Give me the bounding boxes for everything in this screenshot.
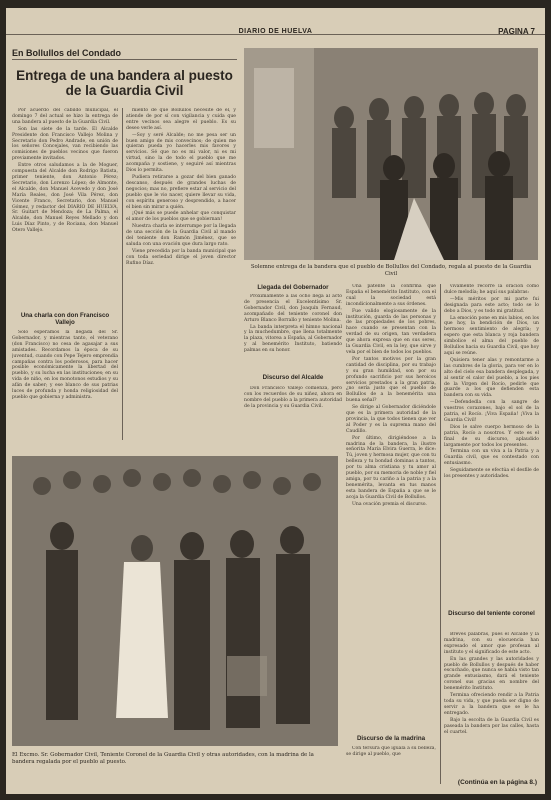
paragraph: Con tersura que iguala a su belleza, se dirige al pueblo, que (346, 746, 436, 757)
paragraph: ¡Qué más se puede anhelar que conquistar el amor de los pueblos que se gobiernan! (126, 211, 236, 223)
paragraph: Próximamente a las ocho llega al acto de presencia el Excelentísimo Sr. Gobernador Civil, don Joaquín Fernaud, acompañado del teniente coronel don Arturo Blanco Borrallo y teniente Molina. (244, 294, 342, 323)
article-column-3b (244, 386, 342, 444)
paragraph: Una patente la confirma que España el benemérito Instituto, con el cual la sociedad está incondicionalmente a sus órdenes. (346, 284, 436, 307)
paragraph: Por acuerdo del cabildo municipal, el domingo 7 del actual se hizo la entrega de una bandera al puesto de la Guardia Civil. (12, 108, 118, 125)
paragraph: Solo esperamos la llegada del Sr. Gobernador, y mientras tanto, el veterano (don Francisco) no cesa de agasajar a sus amistades. Recordamos la época de su juventud, cuando con Pepe Tejero emprendía campañas contra los poderosos, para hacer posible económicamente la libertad del pueblo, y su lucha en las instituciones; en su vida de niño, en los monotonos estudios y su afán de saber; y ese blanco de sus patrias luces de profunda y honda religiosidad del pueblo que gobierna y administra. (12, 330, 118, 400)
paragraph: Breves palabras, pues el Alcalde y la madrina, con su elocuencia han expresado el amor que profesan al instituto y el significado de este acto. (444, 632, 539, 655)
headline-line-1: Entrega de una bandera al puesto (16, 68, 233, 83)
photo-honor-guard-drawing (244, 48, 538, 260)
article-column-4 (346, 284, 436, 732)
paragraph: —Soy y seré Alcalde; no me pesa ser un buen amigo de mis convecinos; de quien me quieran pueda yo hacerles mis favores y servicios. Sé que no es mi valor, ni es mi virtud, sino la de todo el pueblo que me acompaña y sostiene, y seguiré así mientras Dios lo permita. (126, 132, 236, 174)
continuation-note: (Continúa en la página 8.) (457, 779, 537, 786)
photo-authorities-drawing (12, 456, 338, 746)
paragraph: Termina ofreciendo rendir a la Patria toda su vida, y que pueda ser digno de servir a la bandera que se le ha entregado. (444, 693, 539, 716)
paragraph: Entre otros saludamos a la de Moguer, compuesta del Alcalde don Rodrigo Batista, primer teniente, don Antonio Pérez; Secretario, don Lorenzo López; de Almonte, el Alcalde, don Manuel Acevedo y don José María Reales, don José Vila Pérez, don Vicente Franco, Secretario, don Manuel Gómez, y redactor del DIARIO DE HUELVA, Sr. Guitart de Mendoza; de La Palma, el Alcalde, don Manuel Reyes Mellado y don Luis Díaz Pinto, y de Rociana, don Manuel Otero Vallejo. (12, 163, 118, 234)
article-column-5b (444, 632, 539, 772)
paragraph: Fue valido elogiosamente de la institución, guarda de las personas y de las propiedades de los pobres, hace cuando se presentan con la verdad de su origen, tan verdadera que ahora expresa que en sus seres, la Guardia Civil, en la ley, que sirve y vela por el bien de todos los pueblos. (346, 308, 436, 355)
paragraph: Pudiera retirarse a gozar del bien ganado descanso, después de grandes luchas de negocios; mas no, prefiere estar al servicio del pueblo que le vio nacer, quiere llevar su vida, con espíritu generoso y desprendido, a hacer el bien sin mirar a quién. (126, 174, 236, 210)
paragraph: Una ovación premia el discurso. (352, 501, 427, 507)
paragraph: Don Francisco Vallejo comienza, pero con los recuerdos de su niñez, ahora en nombre del pueblo a la primera autoridad de la provincia y su Guardia Civil. (244, 386, 342, 409)
article-column-1b (12, 330, 118, 440)
paragraph: Bajo la escolta de la Guardia Civil es paseada la bandera por las calles, hasta el cuartel. (444, 717, 539, 735)
paragraph: —Mis méritos por mi parte fui designada para este acto; todo se lo debo a Dios, y es todo mi gratitud. (444, 296, 539, 314)
paragraph: Dios le salve cuerpo hermoso de la patria, Rocío a nosotros. Y este es el final de su discurso, aplaudido largamente por todos los presentes. (444, 424, 539, 448)
paragraph: miento de que Bollullos necesite de él, y atiende de por sí con vigilancia y cuida que entre vecinos sea alegre el pueblo. Es su deseo verle así. (126, 108, 236, 131)
article-column-3a (244, 294, 342, 372)
column-rule-right (440, 284, 441, 784)
page-header (6, 8, 545, 35)
section-rule (12, 59, 237, 60)
paragraph: Termina con un viva a la Patria y a Guardia civil, que es contestado con entusiasmo. (444, 449, 539, 467)
subhead-charla: Una charla con don Francisco Vallejo (20, 312, 110, 326)
paragraph: Quisiera tener alas y remontarme a las cumbres de la gloria, para ver en lo alto del cielo esa bandera desplegada, y al sentir el calor del pueblo, a los pies de la Virgen del Rocío, pedirle que guarde a los que defienden esta bandera con su vida. (444, 357, 539, 399)
paragraph: La emoción pone en mis labios, en los que hoy, la bendición de Dios, un hermoso sentimiento de alegría; y espero que esta blanca y roja bandera simbolice el alma del pueblo de Bollullos hacia su Guardia Civil, que hoy aquí se reúne. (444, 315, 539, 356)
paragraph: Se dirige al Gobernador diciéndole que es la primera autoridad de la provincia, la que todos tienen que ver al Poder y es la suprema mano del Caudillo. (346, 405, 436, 434)
article-column-2 (126, 108, 236, 440)
page-number: PAGINA 7 (498, 27, 535, 36)
subhead-discurso-alcalde: Discurso del Alcalde (262, 374, 324, 381)
newspaper-name: DIARIO DE HUELVA (238, 28, 313, 35)
subhead-gobernador: Llegada del Gobernador (257, 284, 329, 291)
paragraph: Son las siete de la tarde. El Alcalde Presidente don Francisco Vallejo Molina y Secretario don Pedro Andrade, en unión de los señores Concejales, van recibiendo las comisiones de pueblos vecinos que fueron previamente invitados. (12, 126, 118, 162)
paragraph: Nuestra charla se interrumpe por la llegada de una sección de la Guardia Civil al mando del teniente don Ramón Jiménez, que se saluda con una ovación que dura largo rato. (126, 224, 236, 247)
column-rule (122, 108, 123, 440)
paragraph: En las grandes y las autoridades y pueblo de Bollullos y después de haber escuchado, que nunca se había visto tan grande entusiasmo, dará el teniente coronel sus gracias en nombre del benemérito Instituto. (444, 656, 539, 692)
newspaper-page (6, 8, 545, 794)
article-column-1 (12, 108, 118, 308)
photo-honor-guard (244, 48, 538, 260)
subhead-madrina: Discurso de la madrina (356, 735, 426, 742)
paragraph: Por tantos motivos por la gran cantidad de disciplina, por su trabajo y su gran humildad, son por su profundo sacrificio por sus heroicos servicios prestados a la gran patria, ¿no sería justo que el pueblo de Bollullos de a la benemérita una buena señal? (346, 356, 436, 404)
section-title: En Bollullos del Condado (12, 48, 121, 58)
paragraph: Viene precedida por la banda municipal que con toda seriedad dirige el joven director Rufino Díaz. (126, 248, 236, 266)
headline-line-2: de la Guardia Civil (65, 83, 184, 98)
paragraph: —Defendedla con la sangre de vuestros corazones, bajo el sol de la patria, el Rocío. ¡Viva España! ¡Viva la Guardia Civil! (444, 400, 539, 423)
article-column-4b (346, 746, 436, 786)
paragraph: La banda interpreta el himno nacional y la muchedumbre, que llena totalmente la plaza, vitorea a España, al Gobernador y al benemérito Instituto, batiendo palmas en su honor. (244, 324, 342, 354)
subhead-teniente-coronel: Discurso del teniente coronel (448, 610, 535, 617)
paragraph: Seguidamente se efectúa el desfile de los presentes y autoridades. (444, 468, 539, 480)
paragraph: vivamente recorre la oración como dulce melodía; he aquí sus palabras: (444, 284, 539, 295)
caption-top-photo: Solemne entrega de la bandera que el pueblo de Bollullos del Condado, regala al puesto de la Guardia Civil (250, 264, 532, 277)
caption-bottom-photo: El Excmo. Sr. Gobernador Civil, Teniente Coronel de la Guardia Civil y otras autoridades, con la madrina de la bandera regalada por el pueblo al puesto. (12, 752, 314, 765)
paragraph: Por último, dirigiéndose a la madrina de la bandera, la ilustre señorita María Elvira Guerra, le dice: Tú, joven y hermosa mujer, que con tu belleza y tu bondad dominas a tantos, por tu alma cristiana y tu amor al pueblo, por su memoria de noble y fiel amiga, por tu cariño a la patria y a la benemérita, levanta en tus manos esta bandera de España a que se le acoja la Guardia Civil de Bollullos. (346, 435, 436, 500)
headline (12, 68, 237, 98)
article-column-5 (444, 284, 539, 606)
photo-authorities-group (12, 456, 338, 746)
